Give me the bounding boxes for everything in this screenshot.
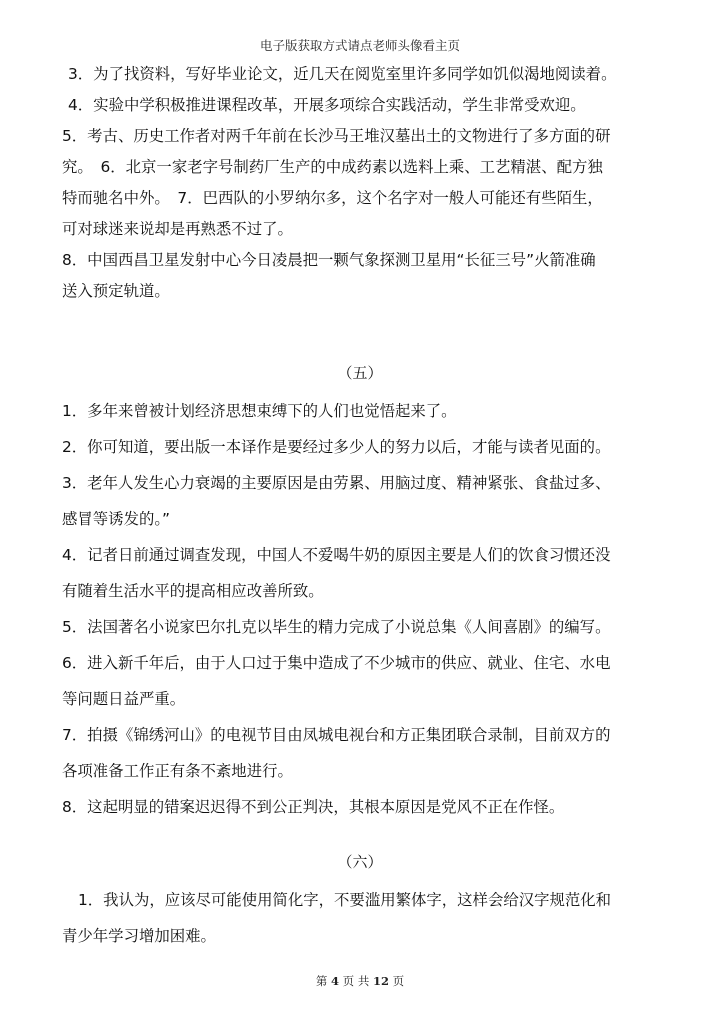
page-footer	[0, 973, 720, 989]
paragraph-line: 3．为了找资料，写好毕业论文，近几天在阅览室里许多同学如饥似渴地阅读着。	[68, 65, 617, 83]
footer-suffix: 页	[392, 974, 405, 988]
paragraph-line: 有随着生活水平的提高相应改善所致。	[62, 582, 324, 600]
paragraph-line: 各项准备工作正有条不紊地进行。	[62, 762, 293, 780]
paragraph-line: 2．你可知道，要出版一本译作是要经过多少人的努力以后，才能与读者见面的。	[62, 438, 611, 456]
paragraph-line: 5．法国著名小说家巴尔扎克以毕生的精力完成了小说总集《人间喜剧》的编写。	[62, 618, 611, 636]
paragraph-line: 8．这起明显的错案迟迟得不到公正判决，其根本原因是党风不正在作怪。	[62, 798, 565, 816]
footer-total-pages: 12	[372, 974, 389, 988]
text-block-1	[62, 59, 672, 307]
paragraph-line: 3．老年人发生心力衰竭的主要原因是由劳累、用脑过度、精神紧张、食盐过多、	[62, 474, 611, 492]
page-header: 电子版获取方式请点老师头像看主页	[259, 38, 460, 53]
section-heading-5: （五）	[337, 364, 383, 382]
paragraph-line: 等问题日益严重。	[62, 690, 186, 708]
paragraph-line: 究。 6．北京一家老字号制药厂生产的中成药素以选料上乘、工艺精湛、配方独	[62, 158, 603, 176]
paragraph-line: 8．中国西昌卫星发射中心今日凌晨把一颗气象探测卫星用“长征三号”火箭准确	[62, 251, 596, 269]
footer-page-number: 4	[331, 974, 340, 988]
paragraph-line: 可对球迷来说却是再熟悉不过了。	[62, 220, 293, 238]
paragraph-line: 送入预定轨道。	[62, 282, 170, 300]
paragraph-line: 5．考古、历史工作者对两千年前在长沙马王堆汉墓出土的文物进行了多方面的研	[62, 127, 611, 145]
text-block-3	[62, 885, 672, 952]
paragraph-line: 青少年学习增加困难。	[62, 927, 216, 945]
paragraph-line: 特而驰名中外。 7．巴西队的小罗纳尔多，这个名字对一般人可能还有些陌生，	[62, 189, 603, 207]
footer-prefix: 第	[315, 974, 328, 988]
paragraph-line: 4．实验中学积极推进课程改革，开展多项综合实践活动，学生非常受欢迎。	[68, 96, 586, 114]
paragraph-line: 感冒等诱发的。”	[62, 510, 171, 528]
text-block-2	[62, 396, 672, 823]
paragraph-line: 7．拍摄《锦绣河山》的电视节目由凤城电视台和方正集团联合录制，目前双方的	[62, 726, 611, 744]
paragraph-line: 6．进入新千年后，由于人口过于集中造成了不少城市的供应、就业、住宅、水电	[62, 654, 611, 672]
section-heading-6: （六）	[337, 853, 383, 871]
paragraph-line: 1．我认为，应该尽可能使用简化字，不要滥用繁体字，这样会给汉字规范化和	[78, 891, 612, 909]
paragraph-line: 4．记者日前通过调查发现，中国人不爱喝牛奶的原因主要是人们的饮食习惯还没	[62, 546, 611, 564]
footer-middle: 页 共	[342, 974, 370, 988]
paragraph-line: 1．多年来曾被计划经济思想束缚下的人们也觉悟起来了。	[62, 402, 457, 420]
